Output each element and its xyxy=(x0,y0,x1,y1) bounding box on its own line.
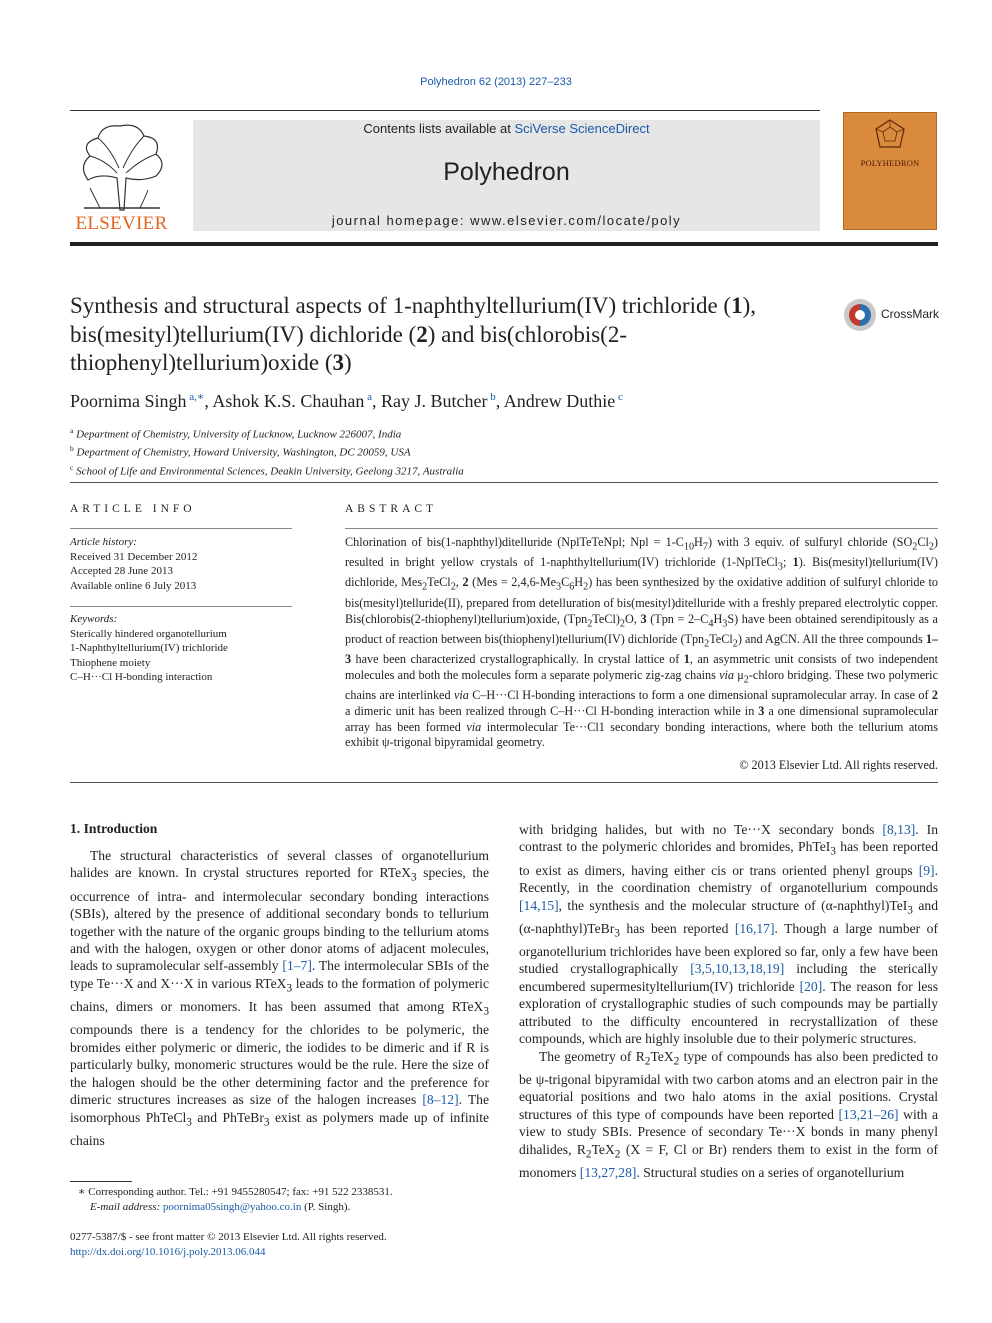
footer-info xyxy=(70,1230,490,1260)
affiliation-b: $^b$ Department of Chemistry, Howard University, Washington, DC 20059, USA xyxy=(70,444,411,460)
article-info-heading: ARTICLE INFO xyxy=(70,503,196,515)
reference-link[interactable]: [9] xyxy=(918,862,935,878)
crossmark-label: CrossMark xyxy=(881,307,940,321)
reference-link[interactable]: [13,27,28] xyxy=(579,1164,637,1180)
corresponding-author: ∗ Corresponding author. Tel.: +91 9455280547; fax: +91 522 2338531. xyxy=(78,1186,393,1198)
keyword-item: 1-Naphthyltellurium(IV) trichloride xyxy=(70,642,228,655)
journal-homepage[interactable]: journal homepage: www.elsevier.com/locate/poly xyxy=(331,213,682,228)
abstract-heading: ABSTRACT xyxy=(345,503,438,515)
body-paragraph: The structural characteristics of several classes of organotellurium halides are known. In crystal structures reported for RTeX$_3$ species, the occurrence of intra- and intermolecular secondary bonding interactions (SBIs), altered by the presence of additional secondary bonds to tellurium together with the nature of the organic groups binding to the tellurium atoms and with the halogen, oxygen or other donor atoms of adjacent molecules, leads to supramolecular self-assembly [1–7]. The intermolecular SBIs of the type Te···X and X···X in various RTeX$_3$ leads to the formation of polymeric chains, dimers or monomers. It has been assumed that among RTeX$_3$ compounds there is a tendency for the chlorides to be polymeric, the bromides either polymeric or dimeric, the iodides to be dimeric and if R is particularly bulky, monomeric structures would be the rule. Here the size of the halogen should be the other determining factor and the preference for dimeric structures increases as size of the halogen increases [8–12]. The isomorphous PhTeCl$_3$ and PhTeBr$_3$ exist as polymers made up of infinite chains xyxy=(70,848,490,1148)
affiliation-c: $^c$ School of Life and Environmental Sciences, Deakin University, Geelong 3217, Australia xyxy=(70,462,464,478)
affiliations xyxy=(70,424,464,479)
keywords xyxy=(70,612,292,685)
author-list: Poornima Singh $^{a,∗}$, Ashok K.S. Chauhan $^a$, Ray J. Butcher $^b$, Andrew Duthie $^c$ xyxy=(70,391,623,411)
header-rule xyxy=(70,110,820,111)
sciencedirect-link[interactable]: SciVerse ScienceDirect xyxy=(514,121,650,136)
reference-link[interactable]: [3,5,10,13,18,19] xyxy=(690,961,785,977)
article-history xyxy=(70,535,292,593)
contents-line xyxy=(193,121,820,136)
crossmark-icon xyxy=(843,298,877,332)
corresponding-author-footnote xyxy=(70,1185,490,1215)
history-accepted: Accepted 28 June 2013 xyxy=(70,565,173,578)
journal-cover-thumbnail[interactable] xyxy=(843,112,937,230)
history-label: Article history: xyxy=(70,536,137,548)
reference-link[interactable]: [13,21–26] xyxy=(838,1106,899,1122)
cover-title: POLYHEDRON xyxy=(860,158,920,168)
issn-line: 0277-5387/$ - see front matter © 2013 Elsevier Ltd. All rights reserved. xyxy=(70,1231,387,1243)
masthead-rule xyxy=(70,242,938,246)
history-online: Available online 6 July 2013 xyxy=(70,579,197,592)
affiliation-a: $^a$ Department of Chemistry, University of Lucknow, Lucknow 226007, India xyxy=(70,426,402,441)
contents-prefix: Contents lists available at xyxy=(363,121,511,136)
reference-link[interactable]: [8–12] xyxy=(422,1092,459,1108)
crossmark-badge[interactable] xyxy=(843,298,943,334)
keyword-item: C–H···Cl H-bonding interaction xyxy=(70,671,213,684)
reference-link[interactable]: [14,15] xyxy=(519,897,559,913)
email-suffix: (P. Singh). xyxy=(304,1201,351,1213)
reference-link[interactable]: [8,13] xyxy=(882,822,916,837)
abstract-copyright: © 2013 Elsevier Ltd. All rights reserved. xyxy=(739,758,938,772)
doi-link[interactable]: http://dx.doi.org/10.1016/j.poly.2013.06.044 xyxy=(70,1246,266,1258)
keywords-label: Keywords: xyxy=(70,613,118,625)
footnote-rule xyxy=(70,1181,132,1182)
body-paragraph: with bridging halides, but with no Te···X secondary bonds [8,13]. In contrast to the polymeric chlorides and bromides, PhTeI$_3$ has been reported to exist as dimers, having either cis or trans oriented phenyl groups [9]. Recently, in the coordination chemistry of organotellurium compounds [14,15], the synthesis and the molecular structure of (α-naphthyl)TeI$_3$ and (α-naphthyl)TeBr$_3$ has been reported [16,17]. Though a large number of organotellurium trichlorides have been explored so far, only a few have been studied crystallographically [3,5,10,13,18,19] including the sterically encumbered supermesityltellurium(IV) trichloride [20]. The reason for less exploration of crystallographic studies of such compounds may be partially attributed to the difficulty encountered in recrystallization of these compounds, which are highly insoluble due to their polymeric structures. xyxy=(519,822,939,1047)
keywords-rule xyxy=(70,606,292,607)
introduction-heading: 1. Introduction xyxy=(70,821,158,836)
email-link[interactable]: poornima05singh@yahoo.co.in xyxy=(162,1201,302,1213)
info-rule xyxy=(70,528,292,529)
email-label: E-mail address: xyxy=(90,1201,161,1213)
keyword-item: Thiophene moiety xyxy=(70,656,151,669)
title-rule xyxy=(70,482,938,483)
journal-name: Polyhedron xyxy=(443,158,570,186)
keyword-item: Sterically hindered organotellurium xyxy=(70,627,227,640)
elsevier-wordmark[interactable]: ELSEVIER xyxy=(75,213,168,234)
body-column-left xyxy=(70,847,489,1149)
journal-reference[interactable]: Polyhedron 62 (2013) 227–233 xyxy=(420,76,572,88)
reference-link[interactable]: [16,17] xyxy=(734,920,775,936)
abstract-rule xyxy=(345,528,938,529)
abstract-bottom-rule xyxy=(70,782,938,783)
journal-masthead xyxy=(193,120,820,231)
reference-link[interactable]: [20] xyxy=(799,978,823,994)
abstract-text: Chlorination of bis(1-naphthyl)ditelluride (NplTeTeNpl; Npl = $1-C_{10}H_7$) with 3 equiv. of sulfuryl chloride $(SO_2Cl_2)$ resulted in bright yellow crystals of 1-naphthyltellurium(IV) trichloride (1-NplTeCl$_3$; 1). Bis(mesityl)tellurium(IV) dichloride, Mes$_2$TeCl$_2$, 2 $(Mes = 2,4,6-Me_3C_6H_2)$ has been synthesized by the oxidative addition of sulfuryl chloride to bis(mesityl)telluride(II), prepared from detelluration of bis(mesityl)ditelluride with a freshly prepared electrolytic copper. Bis(chlorobis(2-thiophenyl)tellurium)oxide, $(Tpn_2TeCl)_2O$, 3 $(Tpn = 2-C_4H_3S)$ have been obtained serendipitously as a product of reaction between bis(thiophenyl)tellurium(IV) dichloride (Tpn$_2$TeCl$_2$) and AgCN. All the three compounds 1–3 have been characterized crystallographically. In crystal lattice of 1, an asymmetric unit consists of two independent molecules and both the molecules form a separate polymeric zig-zag chains via $\mu_2$-chloro bridging. These two polymeric chains are interlinked via C–H···Cl H-bonding interactions to form a one dimensional supramolecular array. In case of 2 a dimeric unit has been realized through C–H···Cl H-bonding interaction while in 3 a one dimensional supramolecular array has been formed via intermolecular Te···Cl1 secondary bonding interactions, where both the tellurium atoms exhibit ψ-trigonal bipyramidal geometry. xyxy=(345,535,939,750)
body-column-right xyxy=(519,821,938,1181)
article-title: Synthesis and structural aspects of 1-naphthyltellurium(IV) trichloride (1), bis(mesityl)tellurium(IV) dichloride (2) and bis(chlorobis(2-thiophenyl)tellurium)oxide (3) xyxy=(70,293,757,375)
body-paragraph: The geometry of $R_2TeX_2$ type of compounds has also been predicted to be ψ-trigonal bipyramidal with two carbon atoms and an electron pair in the equatorial positions and two halo atoms in the axial positions. Crystal structures of this type of compounds have been reported [13,21–26] with a view to study SBIs. Presence of secondary Te···X bonds in many phenyl dihalides, $R_2TeX_2$ (X = F, Cl or Br) renders them to exist in the form of monomers [13,27,28]. Structural studies on a series of organotellurium xyxy=(519,1048,939,1180)
reference-link[interactable]: [1–7] xyxy=(282,958,312,974)
history-received: Received 31 December 2012 xyxy=(70,550,198,563)
